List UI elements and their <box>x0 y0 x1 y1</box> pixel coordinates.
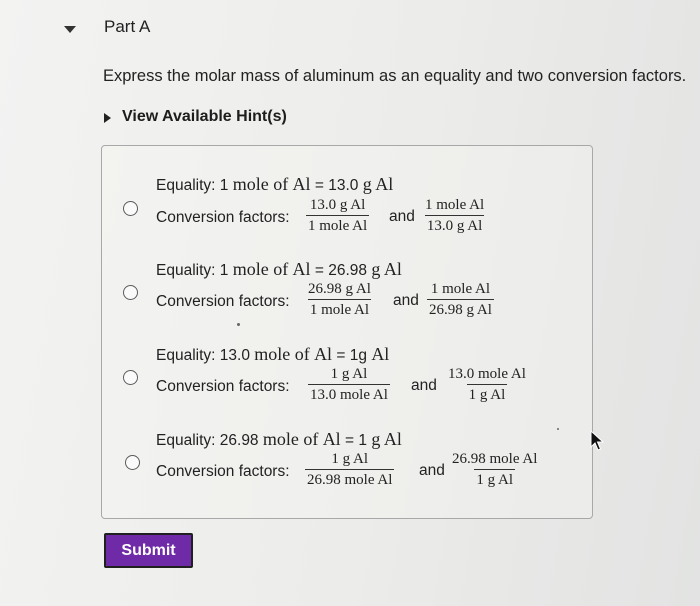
factor-numerator: 1 mole Al <box>425 197 485 213</box>
equality-right-unit: g Al <box>362 174 394 194</box>
factor-numerator: 1 mole Al <box>430 281 491 297</box>
view-hints-link[interactable]: View Available Hint(s) <box>122 108 287 125</box>
option-3-factor-2 <box>446 366 528 404</box>
factor-numerator: 26.98 g Al <box>308 281 371 297</box>
option-4-factor-1 <box>305 451 394 489</box>
option-3-equality <box>156 344 389 365</box>
equality-left-symbol: Al <box>292 259 311 279</box>
and-label: and <box>393 292 419 309</box>
and-label: and <box>389 208 415 225</box>
equality-left-unit: mole of <box>232 174 289 194</box>
factor-denominator: 13.0 mole Al <box>308 384 390 404</box>
equality-left-number: 13.0 <box>219 347 250 364</box>
dust-speck <box>237 323 240 326</box>
option-2-equality <box>156 259 402 280</box>
factor-denominator: 1 mole Al <box>306 215 369 235</box>
option-2-factor-1 <box>306 281 373 319</box>
option-4-equality <box>156 429 402 450</box>
equality-left-symbol: Al <box>322 429 341 449</box>
equality-left-unit: mole of <box>262 429 319 449</box>
option-4-factor-2 <box>450 451 539 489</box>
option-3-factor-1 <box>308 366 390 404</box>
equality-right-unit: g Al <box>371 259 402 279</box>
hints-caret-icon[interactable] <box>104 113 111 123</box>
equality-left-number: 1 <box>219 177 229 194</box>
conversion-label: Conversion factors: <box>156 293 290 310</box>
equality-left-symbol: Al <box>292 174 311 194</box>
option-1-factor-1 <box>306 197 369 235</box>
equality-right-number: 1 <box>358 432 367 449</box>
factor-numerator: 13.0 g Al <box>309 197 366 213</box>
equality-right-unit: Al <box>371 344 390 364</box>
conversion-label: Conversion factors: <box>156 463 290 480</box>
option-4-radio[interactable] <box>125 455 140 470</box>
conversion-label: Conversion factors: <box>156 378 290 395</box>
option-2-factor-2 <box>427 281 494 319</box>
option-1-radio[interactable] <box>123 201 138 216</box>
equality-left-unit: mole of <box>254 344 310 364</box>
option-1-factor-2 <box>423 197 486 235</box>
equals-sign: = <box>314 262 324 279</box>
equals-sign: = <box>336 347 346 364</box>
submit-button[interactable]: Submit <box>104 533 193 568</box>
factor-denominator: 13.0 g Al <box>425 215 484 235</box>
factor-numerator: 1 g Al <box>331 451 369 467</box>
equality-label: Equality: <box>156 432 216 449</box>
equality-right-number: 1g <box>349 347 367 364</box>
equality-left-number: 26.98 <box>219 432 259 449</box>
equality-left-unit: mole of <box>232 259 289 279</box>
factor-denominator: 1 mole Al <box>308 299 371 319</box>
factor-denominator: 1 g Al <box>474 469 515 489</box>
option-3-radio[interactable] <box>123 370 138 385</box>
factor-numerator: 13.0 mole Al <box>448 366 526 382</box>
equality-left-number: 1 <box>219 262 229 279</box>
factor-denominator: 26.98 g Al <box>427 299 494 319</box>
equals-sign: = <box>314 177 324 194</box>
equality-right-number: 13.0 <box>328 177 359 194</box>
dust-speck <box>557 428 559 430</box>
equality-label: Equality: <box>156 177 216 194</box>
equality-label: Equality: <box>156 347 216 364</box>
equality-label: Equality: <box>156 262 216 279</box>
option-1-equality <box>156 174 393 195</box>
and-label: and <box>419 462 445 479</box>
and-label: and <box>411 377 437 394</box>
equals-sign: = <box>345 432 355 449</box>
factor-numerator: 26.98 mole Al <box>452 451 538 467</box>
equality-right-number: 26.98 <box>328 262 367 279</box>
factor-denominator: 1 g Al <box>467 384 508 404</box>
mouse-pointer-icon <box>590 430 604 457</box>
collapse-caret-icon[interactable] <box>64 26 76 33</box>
conversion-label: Conversion factors: <box>156 209 290 226</box>
option-2-radio[interactable] <box>123 285 138 300</box>
equality-left-symbol: Al <box>314 344 333 364</box>
part-title: Part A <box>104 17 151 36</box>
equality-right-unit: g Al <box>371 429 402 449</box>
question-text: Express the molar mass of aluminum as an equality and two conversion factors. <box>103 67 687 85</box>
factor-denominator: 26.98 mole Al <box>305 469 394 489</box>
factor-numerator: 1 g Al <box>330 366 368 382</box>
